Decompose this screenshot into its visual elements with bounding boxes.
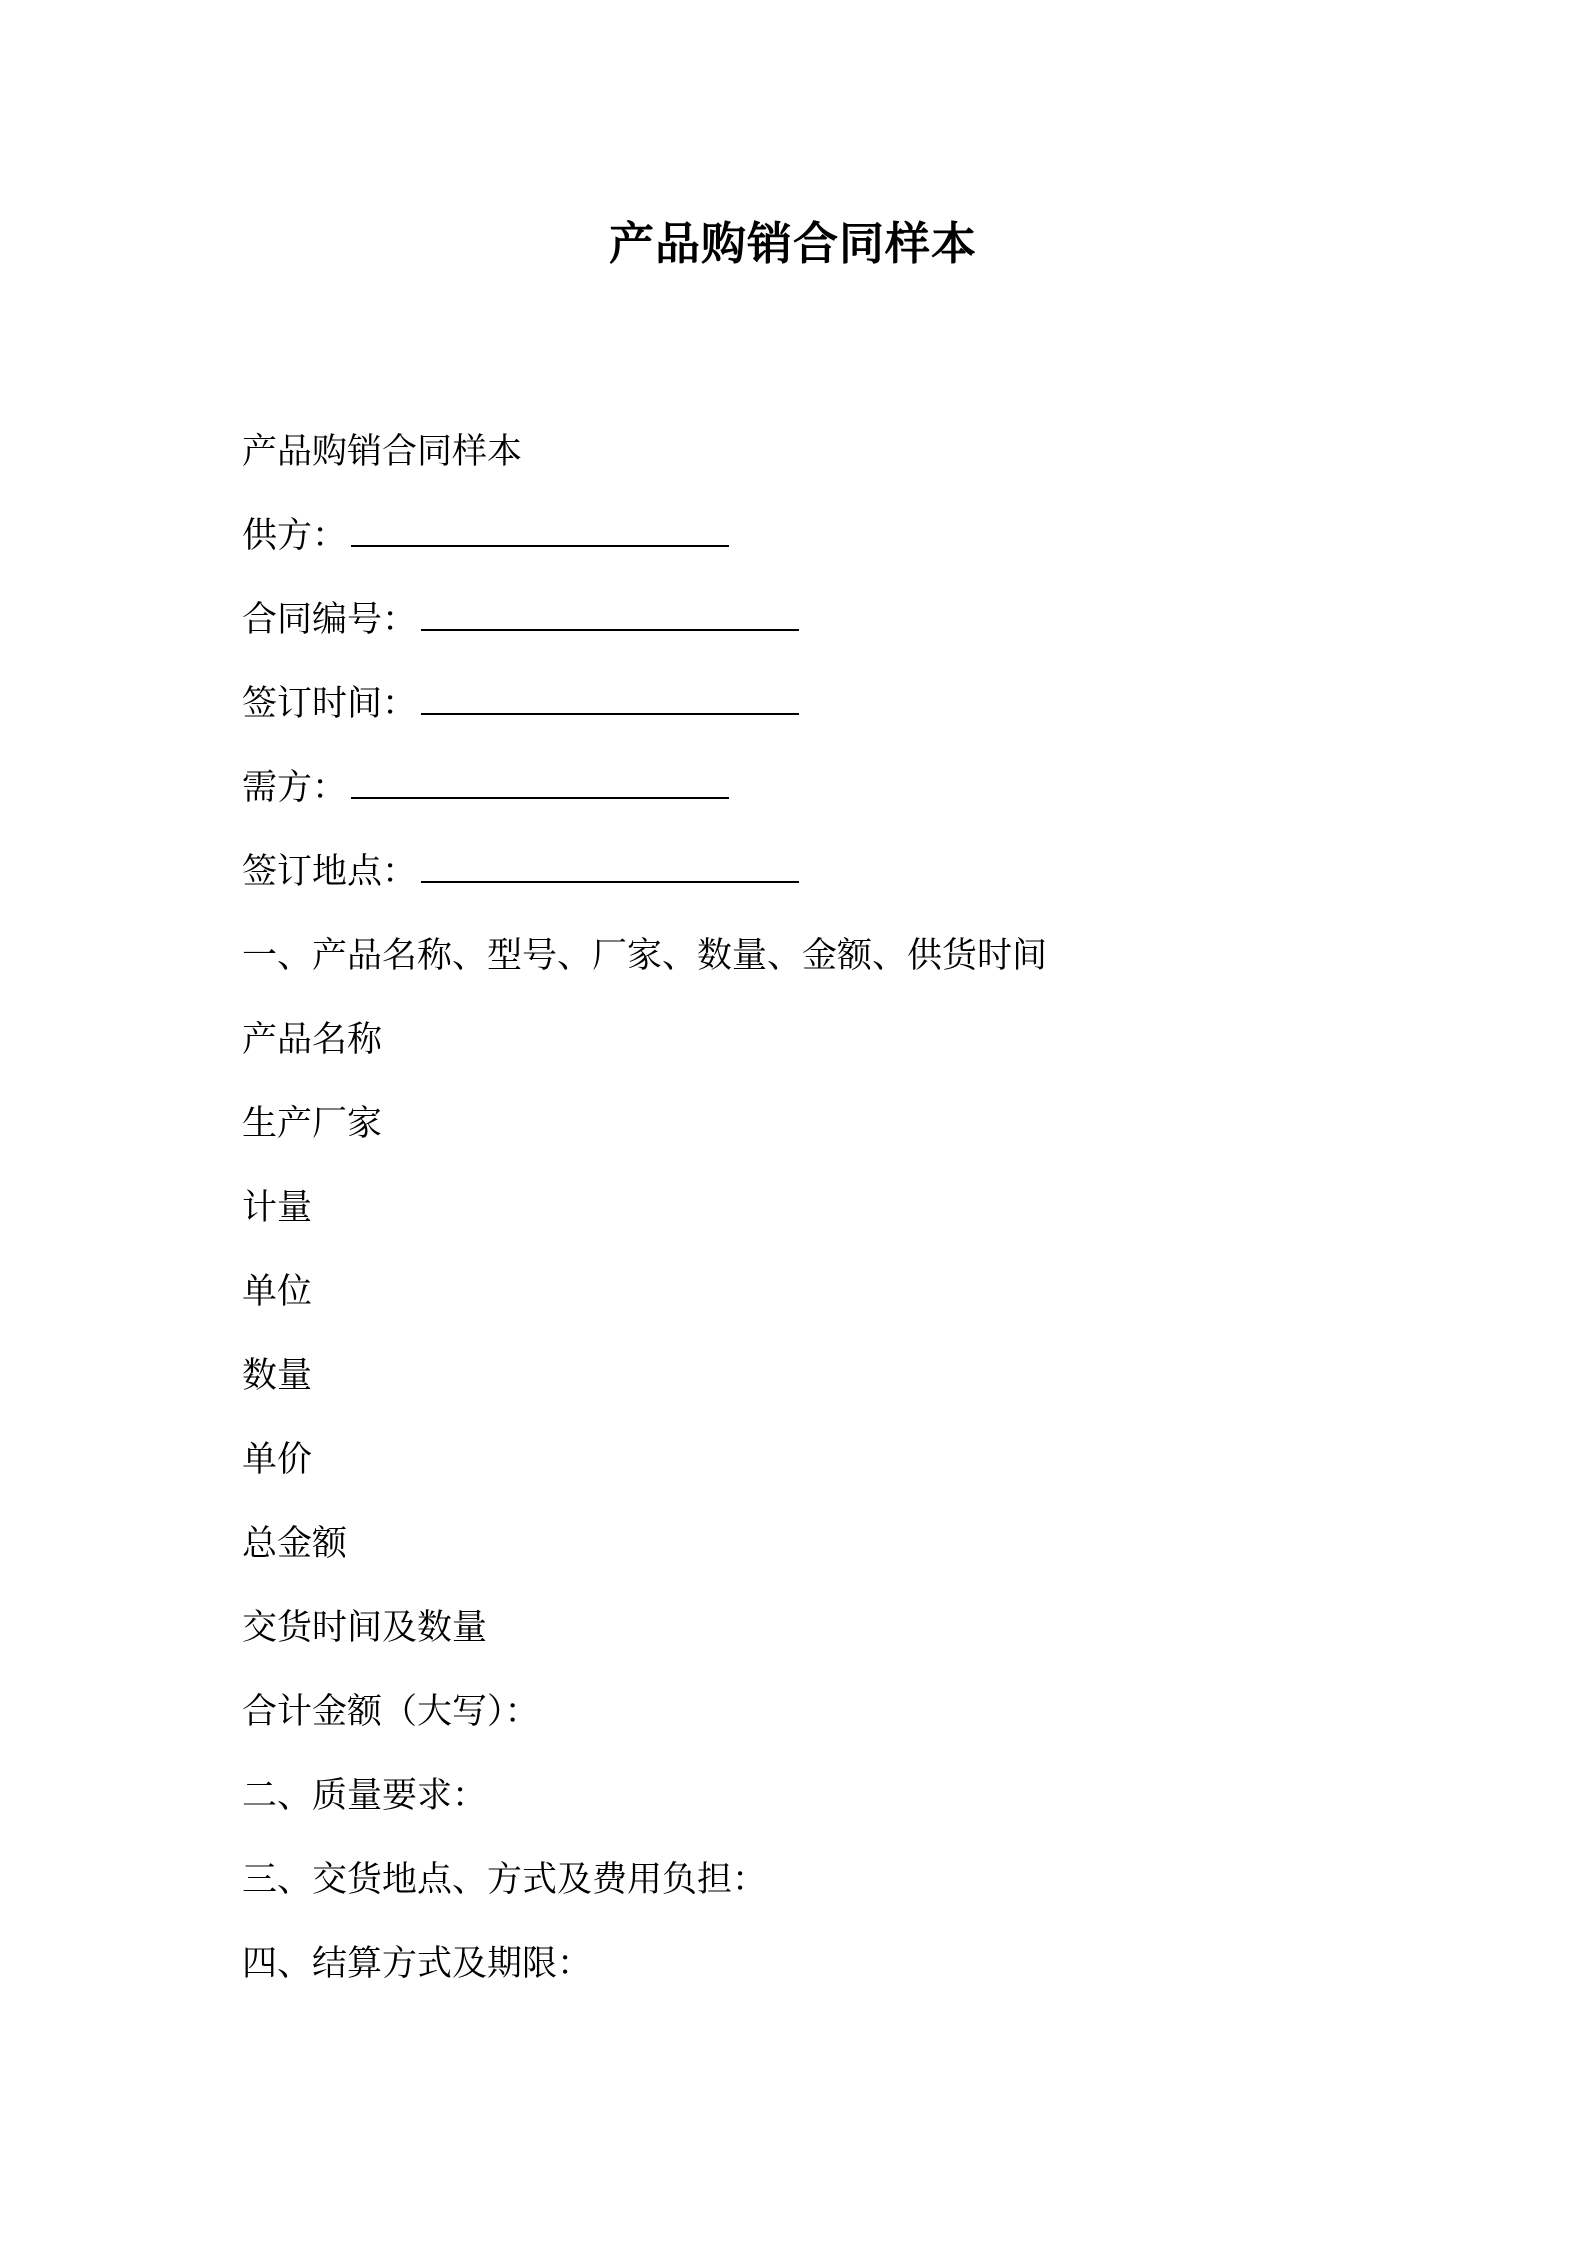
line-text: 产品购销合同样本 [242,432,523,472]
line-text: 二、质量要求： [242,1776,488,1816]
line-text: 总金额 [242,1524,348,1564]
section-1-heading [242,914,1442,998]
document-body [242,410,1442,2006]
line-text: 供方： [242,516,348,556]
signing-place-line [242,830,1442,914]
line-text: 三、交货地点、方式及费用负担： [242,1860,768,1900]
delivery-time-line [242,1586,1442,1670]
manufacturer-line [242,1082,1442,1166]
unit-price-line [242,1418,1442,1502]
fill-in-blank [351,541,729,547]
section-4-heading [242,1922,1442,2006]
supplier-line [242,494,1442,578]
unit-line [242,1250,1442,1334]
contract-number-line [242,578,1442,662]
line-text: 数量 [242,1356,313,1396]
quantity-line [242,1334,1442,1418]
fill-in-blank [351,793,729,799]
line-text: 计量 [242,1188,313,1228]
line-text: 四、结算方式及期限： [242,1944,593,1984]
signing-time-line [242,662,1442,746]
line-text: 单价 [242,1440,313,1480]
total-amount-line [242,1502,1442,1586]
line-text: 一、产品名称、型号、厂家、数量、金额、供货时间 [242,936,1048,976]
line-text: 合同编号： [242,600,418,640]
total-in-words-line [242,1670,1442,1754]
buyer-line [242,746,1442,830]
line-text: 生产厂家 [242,1104,383,1144]
line-text: 需方： [242,768,348,808]
intro-heading-line [242,410,1442,494]
line-text: 产品名称 [242,1020,383,1060]
line-text: 签订时间： [242,684,418,724]
line-text: 签订地点： [242,852,418,892]
product-name-line [242,998,1442,1082]
fill-in-blank [421,709,799,715]
measurement-line [242,1166,1442,1250]
section-2-heading [242,1754,1442,1838]
line-text: 单位 [242,1272,313,1312]
fill-in-blank [421,877,799,883]
line-text: 合计金额（大写）： [242,1692,540,1732]
fill-in-blank [421,625,799,631]
section-3-heading [242,1838,1442,1922]
line-text: 交货时间及数量 [242,1608,488,1648]
document-title: 产品购销合同样本 [608,217,977,270]
